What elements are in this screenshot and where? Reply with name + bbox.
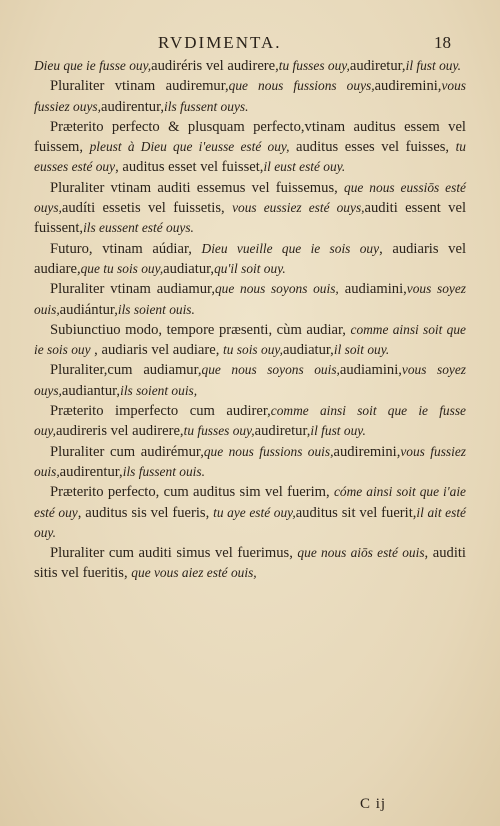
page-header (0, 33, 500, 55)
french-gloss: que nous soyons ouis, (214, 281, 339, 297)
french-gloss: tu fusses ouy, (278, 58, 350, 73)
paragraph (34, 482, 466, 543)
latin-text: audiréris vel audirere, (151, 58, 279, 74)
french-gloss: que vous aiez esté ouis, (131, 565, 257, 581)
paragraph (34, 239, 466, 280)
latin-text: Præterito perfecto & plusquam perfecto,vtinam auditus essem vel fuissem, (34, 118, 466, 156)
latin-text: audiantur, (61, 382, 121, 399)
latin-text: Pluraliter vtinam audiamur, (50, 281, 215, 298)
french-gloss: que nous soyons ouis, (201, 362, 340, 378)
latin-text: Pluraliter cum audirémur, (50, 443, 204, 460)
french-gloss: que nous aiōs esté ouis (297, 545, 425, 561)
french-gloss: vous soyez ouys, (34, 362, 466, 398)
french-gloss: comme ainsi soit que ie fusse ouy, (34, 403, 466, 439)
latin-text: , auditi sitis vel fueritis, (34, 545, 466, 582)
paragraph (34, 56, 466, 76)
paragraph (34, 401, 466, 442)
french-gloss: vous fussiez ouis, (34, 443, 466, 479)
french-gloss: il fust ouy. (405, 58, 462, 73)
french-gloss: il eust esté ouy. (263, 159, 346, 175)
body-text (34, 56, 466, 584)
french-gloss: que nous fussions ouys, (228, 78, 375, 94)
latin-text: audiretur, (349, 58, 406, 74)
latin-text: Præterito perfecto, cum auditus sim vel fuerim, (50, 484, 334, 501)
latin-text: auditus sit vel fuerit, (295, 504, 417, 521)
latin-text: audiremini, (374, 78, 442, 95)
latin-text: audirentur, (100, 98, 165, 115)
paragraph (34, 76, 466, 117)
page-number: 18 (434, 33, 451, 52)
latin-text: audiremini, (333, 443, 401, 460)
french-gloss: ils soient ouis. (117, 301, 195, 317)
latin-text: audiamini, (339, 362, 402, 379)
latin-text: Pluraliter vtinam audiremur, (50, 78, 229, 95)
paragraph (34, 543, 466, 584)
running-title: RVDIMENTA. (158, 33, 282, 52)
paragraph (34, 178, 466, 239)
french-gloss: ils soient ouis, (120, 382, 198, 398)
french-gloss: tu sois ouy, (223, 342, 283, 358)
latin-text: audiamini, (338, 281, 407, 298)
latin-text: audiántur, (59, 301, 118, 318)
french-gloss: que nous fussions ouis, (203, 443, 334, 459)
french-gloss: pleust à Dieu que i'eusse esté ouy, (89, 139, 290, 155)
latin-text: audiretur, (254, 423, 311, 440)
french-gloss: il soit ouy. (333, 342, 390, 358)
latin-text: auditi essent vel fuissent, (34, 200, 466, 237)
latin-text: , auditus esset vel fuisset, (115, 159, 264, 176)
latin-text: , auditus sis vel fueris, (77, 504, 214, 521)
french-gloss: cóme ainsi soit que i'aie esté ouy (34, 484, 466, 520)
french-gloss: ils fussent ouis. (122, 463, 205, 479)
paragraph (34, 442, 466, 483)
paragraph (34, 279, 466, 320)
latin-text: audiatur, (163, 260, 215, 277)
latin-text: Pluraliter,cum audiamur, (50, 362, 202, 379)
latin-text: audíti essetis vel fuissetis, (61, 200, 233, 217)
french-gloss: tu fusses ouy, (183, 423, 255, 439)
paragraph (34, 320, 466, 361)
french-gloss: que tu sois ouy, (80, 260, 164, 276)
french-gloss: Dieu que ie fusse ouy, (34, 58, 152, 73)
latin-text: Pluraliter vtinam auditi essemus vel fuissemus, (50, 179, 345, 196)
french-gloss: tu eusses esté ouy (34, 139, 466, 175)
french-gloss: ils eussent esté ouys. (83, 220, 194, 236)
french-gloss: qu'il soit ouy. (214, 260, 286, 276)
french-gloss: il ait esté ouy. (34, 504, 467, 540)
latin-text: audiatur, (282, 342, 334, 359)
french-gloss: Dieu vueille que ie sois ouy (201, 240, 380, 256)
french-gloss: vous soyez ouis, (34, 281, 467, 317)
french-gloss: ils fussent ouys. (164, 98, 249, 114)
latin-text: audireris vel audirere, (55, 423, 184, 440)
latin-text: Subiunctiuo modo, tempore præsenti, cùm audiar, (50, 321, 351, 338)
latin-text: Præterito imperfecto cum audirer, (50, 403, 271, 420)
latin-text: , audiaris vel audiare, (34, 240, 466, 277)
paragraph (34, 360, 466, 401)
french-gloss: vous eussiez esté ouys, (232, 200, 365, 216)
latin-text: , audiaris vel audiare, (90, 342, 224, 359)
latin-text: audirentur, (59, 463, 123, 480)
latin-text: auditus esses vel fuisses, (289, 139, 456, 156)
latin-text: Pluraliter cum auditi simus vel fuerimus, (50, 545, 298, 562)
french-gloss: il fust ouy. (310, 423, 366, 439)
french-gloss: que nous eussiōs esté ouys, (34, 179, 466, 216)
latin-text: Futuro, vtinam aúdiar, (50, 240, 202, 257)
french-gloss: vous fussiez ouys, (34, 78, 466, 114)
signature-mark: C ij (360, 796, 387, 812)
french-gloss: tu aye esté ouy, (213, 504, 296, 520)
paragraph (34, 117, 466, 178)
french-gloss: comme ainsi soit que ie sois ouy (34, 321, 466, 358)
